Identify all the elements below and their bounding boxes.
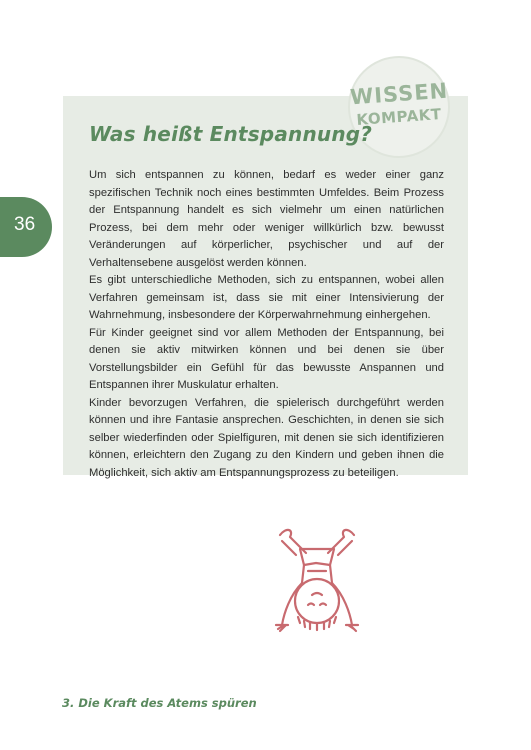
chapter-footer: 3. Die Kraft des Atems spüren	[62, 696, 257, 710]
child-headstand-illustration	[270, 525, 365, 643]
body-text	[89, 167, 444, 482]
paragraph: Es gibt unterschiedliche Methoden, sich zu entspannen, wobei allen Verfahren gemeinsam ist, dass sie mit einer Intensivierung der Wahrnehmung, insbesondere der Körperwahrnehmung einhergehen.	[89, 274, 444, 321]
paragraph: Um sich entspannen zu können, bedarf es weder einer ganz spezifischen Technik noch eines bestimmten Umfeldes. Beim Prozess der Entspannung handelt es sich vielmehr um einen natürlichen Prozess, bei dem mehr oder weniger willkürlich bzw. bewusst Veränderungen auf körperlicher, psychischer und auf der Verhaltensebene ausgelöst werden können.	[89, 169, 444, 269]
badge-line-2: KOMPAKT	[355, 105, 443, 129]
page-number-tab	[0, 197, 52, 257]
badge-line-1: WISSEN	[349, 78, 449, 110]
section-title: Was heißt Entspannung?	[89, 122, 373, 146]
paragraph: Für Kinder geeignet sind vor allem Methoden der Entspannung, bei denen sie aktiv mitwirken können und bei denen sie über Vorstellungsbilder ein Gefühl für das bewusste Anspannen und Entspannen ihrer Muskulatur erhalten.	[89, 326, 444, 391]
paragraph: Kinder bevorzugen Verfahren, die spielerisch durchgeführt werden können und ihre Fantasie ansprechen. Geschichten, in denen sie sich selber wiederfinden oder Spielfiguren, mit denen sie sich identifizieren können, erleichtern den Zugang zu den Kindern und geben ihnen die Möglichkeit, sich aktiv am Entspannungsprozess zu beteiligen.	[89, 396, 444, 479]
page-number: 36	[14, 214, 36, 235]
